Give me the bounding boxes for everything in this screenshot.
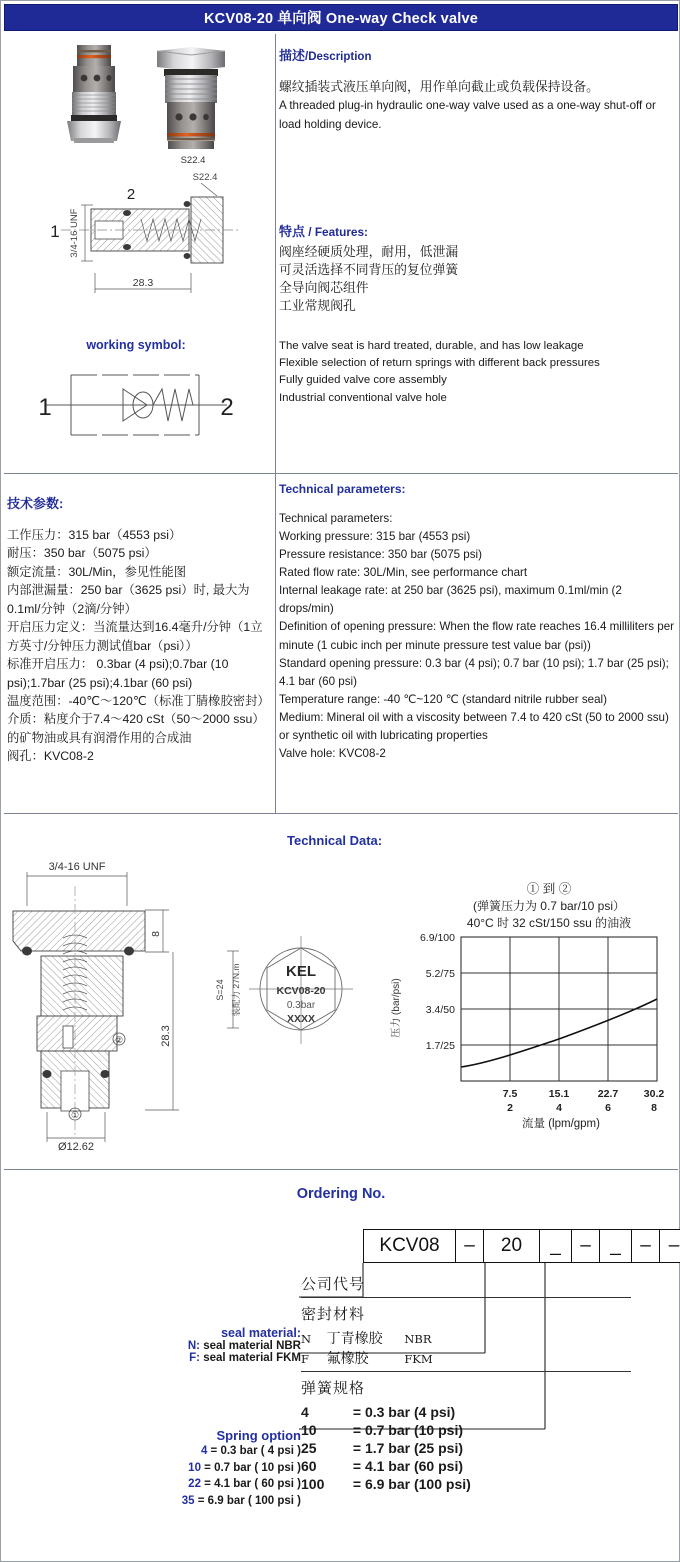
en-parameter-row: Temperature range: -40 ℃~120 ℃ (standard nitrile rubber seal) xyxy=(279,692,607,706)
chart-xtick-gpm: 8 xyxy=(651,1102,657,1114)
spring-value: = 0.7 bar (10 psi) xyxy=(352,1421,463,1438)
spring-option-key: 35 xyxy=(181,1495,195,1508)
spring-option-key: 10 xyxy=(188,1461,201,1474)
cn-parameter-row: 内部泄漏量：250 bar（3625 psi）时, 最大为 0.1ml/分钟（2滴/分钟） xyxy=(7,583,250,616)
dim-top-label-2: 2 xyxy=(126,186,136,203)
description-heading-cn: 描述 xyxy=(279,48,306,63)
seal-en: NBR xyxy=(404,1332,432,1346)
chart-xtick-gpm: 6 xyxy=(605,1102,611,1114)
section-dimension-drawing xyxy=(5,846,201,1156)
chart-xtick-gpm: 4 xyxy=(556,1102,562,1114)
working-symbol-svg xyxy=(31,363,241,448)
hex-brand: KEL xyxy=(286,963,316,980)
en-parameter-row: Technical parameters: xyxy=(279,512,393,525)
product-photos-svg xyxy=(41,37,265,167)
cn-parameters-heading: 技术参数: xyxy=(7,496,64,511)
ordering-cell-dash1: – xyxy=(455,1229,483,1263)
hex-across-flats: S=24 xyxy=(215,979,225,1001)
ordering-cell-seal[interactable]: _ xyxy=(539,1229,571,1263)
spring-value: = 6.9 bar (100 psi) xyxy=(352,1475,471,1492)
spring-value: = 0.3 bar (4 psi) xyxy=(352,1404,456,1420)
cn-parameters-block xyxy=(7,493,273,766)
dim-top-hex: S22.4 xyxy=(192,172,218,183)
hex-face-drawing xyxy=(205,906,385,1116)
spring-code: 10 xyxy=(301,1421,317,1438)
chart-xlabel: 流量 (lpm/gpm) xyxy=(522,1118,600,1130)
technical-data-title: Technical Data: xyxy=(287,833,383,848)
performance-chart-svg xyxy=(389,873,677,1131)
spring-option-key: 22 xyxy=(188,1478,201,1491)
spring-value: = 1.7 bar (25 psi) xyxy=(352,1439,463,1456)
section-thread-label: 3/4-16 UNF xyxy=(48,861,106,873)
legend-rule-2 xyxy=(301,1371,631,1372)
seal-option-text: seal material FKM xyxy=(200,1352,301,1364)
spring-row xyxy=(301,1404,631,1422)
chart-subtitle-2: 40°C 时 32 cSt/150 ssu 的油液 xyxy=(466,916,632,930)
spring-option-line xyxy=(133,1443,301,1460)
spring-option xyxy=(133,1428,301,1510)
chart-xtick-lpm: 22.7 xyxy=(597,1088,619,1100)
en-parameter-row: Medium: Mineral oil with a viscosity between 7.4 to 420 cSt (50 to 2000 ssu) or synthetic oil with lubricating properties xyxy=(279,710,669,742)
seal-cn: 丁青橡胶 xyxy=(326,1331,383,1347)
feature-item-cn: 阀座经硬质处理，耐用，低泄漏 xyxy=(279,244,459,259)
spring-option-text: = 0.3 bar ( 4 psi ) xyxy=(207,1445,301,1457)
dim-top-label-1: 1 xyxy=(50,222,60,241)
cn-parameter-row: 标准开启压力： 0.3bar (4 psi);0.7bar (10 psi);1.7bar (25 psi);4.1bar (60 psi) xyxy=(7,657,229,690)
feature-item-en: The valve seat is hard treated, durable, and has low leakage xyxy=(279,339,584,352)
description-block xyxy=(279,45,675,134)
working-symbol-title: working symbol: xyxy=(86,338,186,352)
en-parameters-block xyxy=(279,482,675,763)
divider-params xyxy=(4,473,678,474)
photo-caption: S22.4 xyxy=(180,155,206,166)
cn-parameter-row: 阀孔：KVC08-2 xyxy=(7,749,94,764)
spring-option-key: 4 xyxy=(200,1445,208,1457)
spring-option-heading: Spring option xyxy=(216,1428,301,1443)
spring-option-text: = 0.7 bar ( 10 psi ) xyxy=(200,1461,301,1474)
ordering-title: Ordering No. xyxy=(296,1186,386,1202)
cartridge-left xyxy=(67,45,121,143)
feature-item-en: Flexible selection of return springs with different back pressures xyxy=(279,356,600,369)
spring-code: 25 xyxy=(301,1439,317,1456)
chart-subtitle-1: (弹簧压力为 0.7 bar/10 psi） xyxy=(472,899,626,913)
divider-vertical-params xyxy=(275,473,276,813)
chart-xtick-lpm: 15.1 xyxy=(548,1088,570,1100)
spring-code: 4 xyxy=(301,1404,309,1420)
ordering-cell-dash3: – xyxy=(631,1229,659,1263)
feature-item-en: Industrial conventional valve hole xyxy=(279,391,447,404)
seal-material-option xyxy=(141,1326,301,1364)
seal-option-key: N: xyxy=(187,1340,200,1352)
chart-ytick: 6.9/100 xyxy=(419,932,455,944)
chart-xtick-lpm: 30.2 xyxy=(643,1088,665,1100)
section-dimension-svg xyxy=(5,846,201,1156)
cn-parameter-row: 温度范围：-40℃～120℃（标准丁腈橡胶密封） xyxy=(7,693,270,708)
features-list-cn xyxy=(279,243,675,316)
description-heading xyxy=(279,45,675,64)
spring-option-line xyxy=(133,1460,301,1477)
feature-item-en: Fully guided valve core assembly xyxy=(279,374,447,387)
page-title-bar xyxy=(4,4,678,31)
legend-spring-spec-heading: 弹簧规格 xyxy=(301,1379,366,1397)
seal-option-text: seal material NBR xyxy=(200,1340,301,1352)
description-text-en: A threaded plug-in hydraulic one-way valve used as a one-way shut-off or load holding device. xyxy=(279,98,656,131)
cn-parameter-row: 工作压力：315 bar（4553 psi） xyxy=(7,528,182,542)
ordering-cell-dash4: – xyxy=(659,1229,680,1263)
ordering-code-box xyxy=(363,1229,680,1263)
product-photo-group xyxy=(41,37,265,167)
chart-xtick-lpm: 7.5 xyxy=(502,1088,518,1100)
ordering-cell-dash2: – xyxy=(571,1229,599,1263)
spring-code: 60 xyxy=(301,1457,317,1474)
divider-techdata xyxy=(4,813,678,814)
en-parameter-row: Pressure resistance: 350 bar (5075 psi) xyxy=(279,548,482,562)
en-parameter-row: Internal leakage rate: at 250 bar (3625 psi), maximum 0.1ml/min (2 drops/min) xyxy=(279,584,622,616)
feature-item-cn: 工业常规阀孔 xyxy=(279,298,356,314)
divider-vertical-top xyxy=(275,34,276,473)
chart-ytick: 5.2/75 xyxy=(425,968,455,980)
seal-option-heading: seal material: xyxy=(221,1326,301,1340)
working-symbol-drawing xyxy=(31,363,241,448)
chart-ytick: 1.7/25 xyxy=(425,1040,455,1052)
page-title: KCV08-20 单向阀 One-way Check valve xyxy=(204,11,478,27)
hex-batch: XXXX xyxy=(286,1013,316,1025)
top-dimension-svg xyxy=(15,169,265,319)
features-block xyxy=(279,221,675,407)
seal-option-line xyxy=(141,1340,301,1352)
chart-xtick-gpm: 2 xyxy=(507,1102,513,1114)
features-heading-cn: 特点 xyxy=(279,224,306,239)
spring-code: 100 xyxy=(301,1475,325,1492)
feature-item-cn: 可灵活选择不同背压的复位弹簧 xyxy=(279,262,459,278)
legend-seal-row xyxy=(301,1348,631,1368)
features-heading-en: / Features: xyxy=(308,225,368,239)
cn-parameter-row: 介质：粘度介于7.4～420 cSt（50～2000 ssu）的矿物油或具有润滑作用的合成油 xyxy=(7,712,265,745)
legend-company-code: 公司代号 xyxy=(301,1275,366,1293)
description-text-cn: 螺纹插装式液压单向阀，用作单向截止或负载保持设备。 xyxy=(279,79,599,94)
features-heading xyxy=(279,221,675,240)
seal-option-line xyxy=(141,1352,301,1364)
seal-en: FKM xyxy=(404,1352,433,1366)
seal-code: F xyxy=(301,1352,309,1366)
hex-torque: 装配力 27N.m xyxy=(231,963,241,1017)
seal-cn: 氟橡胶 xyxy=(326,1351,369,1367)
spring-value: = 4.1 bar (60 psi) xyxy=(352,1457,463,1474)
working-symbol-port-right: 2 xyxy=(220,394,234,421)
spring-row xyxy=(301,1440,631,1458)
en-parameter-row: Working pressure: 315 bar (4553 psi) xyxy=(279,530,471,544)
spring-option-text: = 4.1 bar ( 60 psi ) xyxy=(200,1478,301,1491)
cartridge-right xyxy=(157,47,225,149)
section-dim-dia: Ø12.62 xyxy=(57,1141,95,1153)
en-parameter-row: Rated flow rate: 30L/Min, see performance chart xyxy=(279,566,528,580)
hex-face-svg xyxy=(205,906,385,1116)
hex-pressure: 0.3bar xyxy=(286,1000,316,1011)
legend-seal-row xyxy=(301,1328,631,1348)
hex-model: KCV08-20 xyxy=(276,985,326,997)
section-dim-8: 8 xyxy=(150,931,162,937)
dim-top-thread: 3/4-16 UNF xyxy=(69,208,80,258)
en-parameter-row: Valve hole: KVC08-2 xyxy=(279,747,386,761)
cn-parameter-row: 耐压：350 bar（5075 psi） xyxy=(7,546,157,561)
legend-seal-rows xyxy=(301,1328,631,1368)
ordering-cell-series[interactable]: KCV08 xyxy=(363,1229,455,1263)
spring-row xyxy=(301,1476,631,1494)
ordering-cell-spring[interactable]: _ xyxy=(599,1229,631,1263)
divider-ordering xyxy=(4,1169,678,1170)
description-heading-en: /Description xyxy=(305,51,372,63)
en-parameter-row: Definition of opening pressure: When the flow rate reaches 16.4 milliliters per minute (1 cubic inch per minute pressure test value bar (psi)) xyxy=(279,620,675,652)
seal-code: N xyxy=(301,1332,312,1346)
cn-parameter-row: 开启压力定义：当流量达到16.4毫升/分钟（1立方英寸/分钟压力测试值bar（psi）） xyxy=(7,620,263,653)
section-port-2: ② xyxy=(114,1035,124,1045)
en-parameters-heading: Technical parameters: xyxy=(279,482,406,496)
spring-option-text: = 6.9 bar ( 100 psi ) xyxy=(194,1495,301,1508)
cn-parameter-row: 额定流量：30L/Min，参见性能图 xyxy=(7,564,187,579)
chart-ylabel: 压力 (bar/psi) xyxy=(391,978,402,1038)
spring-option-line xyxy=(133,1493,301,1510)
performance-chart xyxy=(389,873,677,1131)
spring-option-line xyxy=(133,1476,301,1493)
working-symbol-port-left: 1 xyxy=(38,394,52,421)
legend-seal-material-heading: 密封材料 xyxy=(301,1305,366,1323)
spring-row xyxy=(301,1422,631,1440)
dim-top-length: 28.3 xyxy=(132,277,154,289)
section-dim-283: 28.3 xyxy=(160,1025,172,1047)
feature-item-cn: 全导向阀芯组件 xyxy=(279,280,369,296)
seal-option-key: F: xyxy=(189,1352,201,1364)
chart-ytick: 3.4/50 xyxy=(425,1004,455,1016)
legend-spring-table xyxy=(301,1404,631,1494)
chart-title: ① 到 ② xyxy=(526,882,572,896)
ordering-cell-size[interactable]: 20 xyxy=(483,1229,539,1263)
features-list-en xyxy=(279,338,675,407)
legend-rule-1 xyxy=(301,1297,631,1298)
en-parameter-row: Standard opening pressure: 0.3 bar (4 psi); 0.7 bar (10 psi); 1.7 bar (25 psi); 4.1 bar (60 psi) xyxy=(279,656,669,688)
spring-row xyxy=(301,1458,631,1476)
ordering-legend xyxy=(301,1273,631,1494)
section-port-1: ① xyxy=(70,1110,80,1120)
top-dimension-drawing xyxy=(15,169,265,319)
ordering-code-row xyxy=(363,1229,680,1263)
